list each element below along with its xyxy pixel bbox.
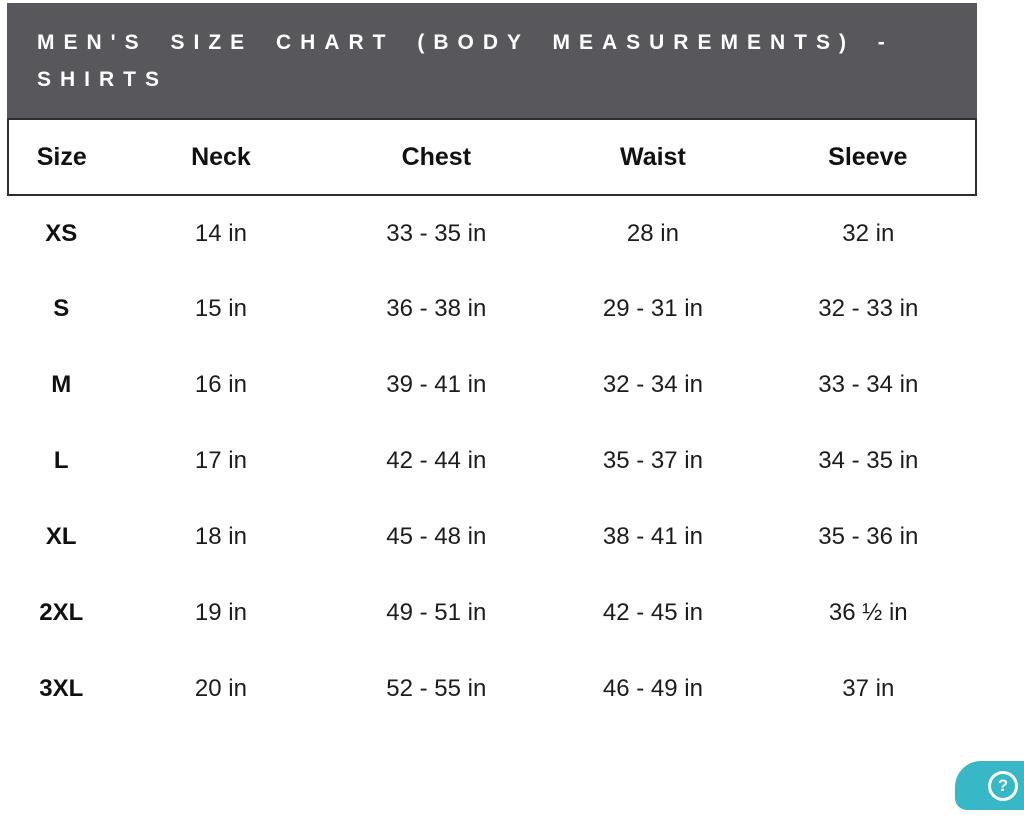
col-header-size: Size xyxy=(36,142,87,171)
chest-cell: 49 - 51 in xyxy=(386,599,487,626)
size-cell: S xyxy=(53,295,70,322)
waist-cell: 28 in xyxy=(626,219,679,247)
table-header-row xyxy=(8,119,976,195)
waist-cell: 38 - 41 in xyxy=(602,523,703,550)
col-header-chest: Chest xyxy=(401,142,472,171)
sleeve-cell: 36 ½ in xyxy=(828,599,908,626)
help-button[interactable] xyxy=(955,761,1024,810)
neck-cell: 14 in xyxy=(194,219,247,247)
neck-cell: 19 in xyxy=(194,599,247,626)
waist-cell: 42 - 45 in xyxy=(602,599,703,626)
neck-cell: 15 in xyxy=(194,295,247,322)
table-row-3xl xyxy=(8,651,976,727)
sleeve-cell: 32 in xyxy=(842,219,895,247)
size-cell: 2XL xyxy=(39,599,84,626)
sleeve-cell: 35 - 36 in xyxy=(818,523,919,550)
table-row-xs xyxy=(8,195,976,271)
table-row-s xyxy=(8,271,976,347)
chest-cell: 52 - 55 in xyxy=(386,675,487,702)
col-header-neck: Neck xyxy=(191,142,251,171)
neck-cell: 18 in xyxy=(194,523,247,550)
neck-cell: 17 in xyxy=(194,447,247,474)
sleeve-cell: 34 - 35 in xyxy=(818,447,919,474)
table-row-m xyxy=(8,347,976,423)
table-row-xl xyxy=(8,499,976,575)
waist-cell: 35 - 37 in xyxy=(602,447,703,474)
sleeve-cell: 33 - 34 in xyxy=(818,371,919,398)
chart-title-line2: SHIRTS xyxy=(37,68,169,91)
size-cell: XS xyxy=(45,219,78,247)
waist-cell: 29 - 31 in xyxy=(602,295,703,322)
sleeve-cell: 32 - 33 in xyxy=(818,295,919,322)
neck-cell: 20 in xyxy=(194,675,247,702)
chart-title-banner xyxy=(7,3,977,118)
size-cell: 3XL xyxy=(39,675,84,702)
size-cell: L xyxy=(53,447,69,474)
waist-cell: 46 - 49 in xyxy=(602,675,703,702)
chest-cell: 42 - 44 in xyxy=(386,447,487,474)
col-header-waist: Waist xyxy=(620,142,686,171)
question-mark-glyph: ? xyxy=(997,776,1009,795)
waist-cell: 32 - 34 in xyxy=(602,371,703,398)
table-row-2xl xyxy=(8,575,976,651)
size-cell: M xyxy=(51,371,72,398)
table-row-l xyxy=(8,423,976,499)
neck-cell: 16 in xyxy=(194,371,247,398)
question-mark-icon xyxy=(988,771,1018,801)
chest-cell: 45 - 48 in xyxy=(386,523,487,550)
size-chart-table xyxy=(7,118,977,727)
chart-title-line1: MEN'S SIZE CHART (BODY MEASUREMENTS) - xyxy=(37,31,894,54)
col-header-sleeve: Sleeve xyxy=(828,142,908,171)
size-cell: XL xyxy=(45,523,77,550)
chest-cell: 33 - 35 in xyxy=(386,219,487,247)
chest-cell: 39 - 41 in xyxy=(386,371,487,398)
chest-cell: 36 - 38 in xyxy=(386,295,487,322)
sleeve-cell: 37 in xyxy=(842,675,895,702)
